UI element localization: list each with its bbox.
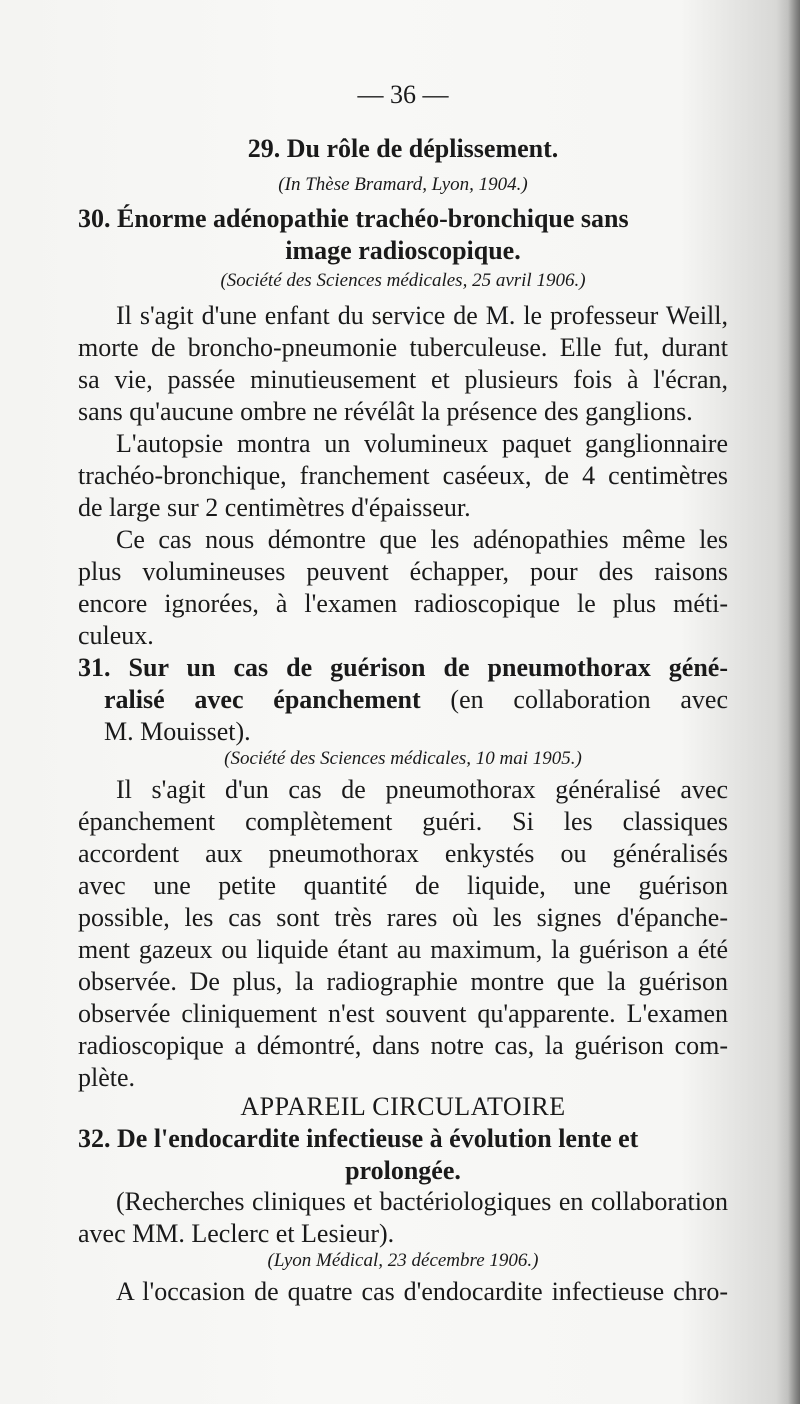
- item-30-paragraph-1: [78, 300, 728, 428]
- text-line: plus volumineuses peuvent échapper, pour des raisons: [78, 557, 728, 586]
- item-29-title: 29. Du rôle de déplissement.: [247, 134, 559, 163]
- text-line: encore ignorées, à l'examen radioscopique le plus méti-: [78, 589, 728, 618]
- text-line: (Recherches cliniques et bactériologiques en collaboration: [116, 1187, 728, 1216]
- page-number: — 36 —: [357, 80, 449, 109]
- item-31-paragraph-1: [78, 774, 728, 1094]
- text-line: Ce cas nous démontre que les adénopathies même les: [116, 525, 728, 554]
- section-heading: APPAREIL CIRCULATOIRE: [240, 1092, 566, 1121]
- item-32-subtitle: [78, 1186, 728, 1250]
- item-32-title-line2: prolongée.: [345, 1156, 461, 1185]
- text-line: observée. De plus, la radiographie montre que la guérison: [78, 967, 728, 996]
- text-line: radioscopique a démontré, dans notre cas, la guérison com-: [78, 1031, 728, 1060]
- text-line: possible, les cas sont très rares où les signes d'épanche-: [78, 903, 728, 932]
- text-line: accordent aux pneumothorax enkystés ou généralisés: [78, 839, 728, 868]
- text-line: Il s'agit d'un cas de pneumothorax généralisé avec: [116, 775, 728, 804]
- text-line: avec MM. Leclerc et Lesieur).: [78, 1219, 395, 1248]
- item-31-title-line3: M. Mouisset).: [104, 717, 251, 746]
- text-column: [78, 0, 728, 1404]
- text-line: sans qu'aucune ombre ne révélât la présence des ganglions.: [78, 397, 693, 426]
- text-line: épanchement complètement guéri. Si les classiques: [78, 807, 728, 836]
- item-31-title-line1: 31. Sur un cas de guérison de pneumothorax géné-: [78, 653, 728, 682]
- item-31-title-bold: ralisé avec épanchement: [104, 685, 421, 714]
- item-30-paragraph-2: [78, 428, 728, 524]
- item-32-citation: (Lyon Médical, 23 décembre 1906.): [267, 1250, 539, 1271]
- item-30-title-line1: 30. Énorme adénopathie trachéo-bronchique sans: [78, 204, 629, 233]
- text-line: avec une petite quantité de liquide, une guérison: [78, 871, 728, 900]
- item-32-title-line1: 32. De l'endocardite infectieuse à évolution lente et: [78, 1124, 639, 1153]
- text-line: L'autopsie montra un volumineux paquet ganglionnaire: [116, 429, 728, 458]
- text-line: de large sur 2 centimètres d'épaisseur.: [78, 493, 471, 522]
- item-31-title-line2: [78, 684, 728, 716]
- item-30-paragraph-3: [78, 524, 728, 652]
- item-31-title: [78, 652, 728, 748]
- text-line: culeux.: [78, 621, 154, 650]
- text-line: Il s'agit d'une enfant du service de M. le professeur Weill,: [116, 301, 728, 330]
- text-line: plète.: [78, 1063, 136, 1092]
- text-line: A l'occasion de quatre cas d'endocardite infectieuse chro-: [116, 1277, 728, 1306]
- text-line: observée cliniquement n'est souvent qu'apparente. L'examen: [78, 999, 728, 1028]
- item-30-title-line2: image radioscopique.: [285, 236, 521, 265]
- item-32-paragraph-1: [78, 1276, 728, 1308]
- text-line: morte de broncho-pneumonie tuberculeuse. Elle fut, durant: [78, 333, 728, 362]
- page-edge-shadow: [788, 0, 800, 1404]
- text-line: trachéo-bronchique, franchement caséeux, de 4 centimètres: [78, 461, 728, 490]
- item-31-title-rest: (en collaboration avec: [420, 685, 728, 714]
- item-29-citation: (In Thèse Bramard, Lyon, 1904.): [278, 174, 528, 195]
- text-line: ment gazeux ou liquide étant au maximum, la guérison a été: [78, 935, 728, 964]
- text-line: sa vie, passée minutieusement et plusieurs fois à l'écran,: [78, 365, 728, 394]
- item-31-citation: (Société des Sciences médicales, 10 mai 1905.): [224, 748, 582, 769]
- item-30-citation: (Société des Sciences médicales, 25 avril 1906.): [220, 270, 586, 291]
